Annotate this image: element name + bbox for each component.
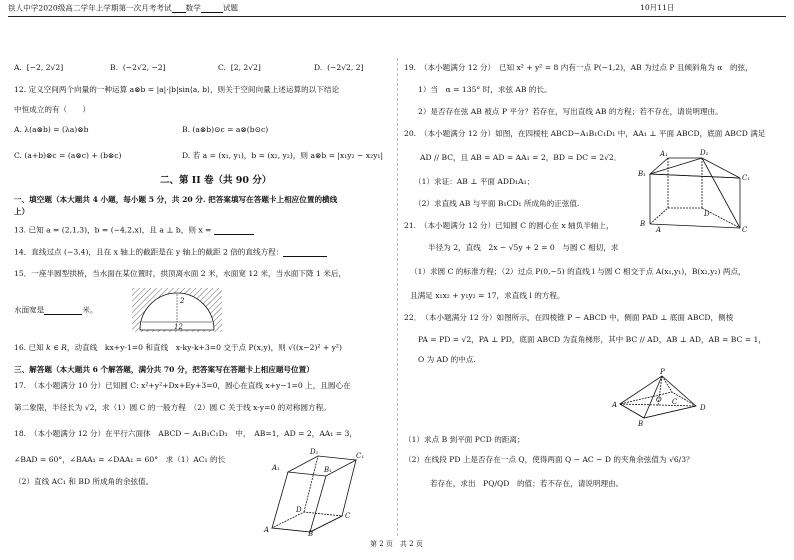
q16: 16. 已知 k ∈ R，动直线 kx+y-1=0 和直线 x-ky-k+3=0 交于点 P(x,y)，则 √((x−2)² + y²) [14,343,342,352]
solve-heading: 三、解答题（本大题共 6 个解答题，满分共 70 分，把答案写在答题卡上相应题号位置） [14,365,314,374]
fig18-label-b: B [308,530,314,538]
q11-option-a: A. [−2, 2√2] [14,63,64,72]
fig18-label-b1: B₁ [324,466,332,474]
q20: 20. （本小题满分 12 分）如图，在四棱柱 ABCD−A₁B₁C₁D₁ 中，AA₁ ⊥ 平面 ABCD，底面 ABCD 满足 [404,129,766,138]
fig20-label-a: A [656,226,662,234]
q15-answer: 水面宽是 米。 [14,305,98,315]
q12-option-d: D. 若 a = (x₁, y₁)，b = (x₂, y₂)，则 a⊗b = |x₁y₂ − x₂y₁| [182,151,384,160]
q21: 21. （本小题满分 12 分）已知圆 C 的圆心在 x 轴负半轴上， [404,221,614,230]
fig22-label-d: D [700,404,706,412]
parallelepiped-figure [262,448,366,538]
fig22-label-c: C [672,398,678,406]
fig18-label-d1: D₁ [310,448,319,456]
q11-option-b: B. (−2√2, −2] [110,63,166,72]
pyramid-figure [614,370,718,426]
header-date: 10月11日 [640,3,675,12]
q12-stem-2: 中恒成立的有（ ） [14,105,90,114]
arch-bridge-figure [130,286,224,334]
q21-condition-2: 且满足 x₁x₂ + y₁y₂ = 17，求直线 l 的方程。 [410,291,565,300]
q21-condition: 半径为 2，直线 2x − √5y + 2 = 0 与圆 C 相切，求 [428,243,619,252]
arch-height-label: 2 [180,297,185,305]
prism-figure [638,149,751,236]
q20-2: （2）求直线 AB 与平面 B₁CD₁ 所成角的正弦值. [414,199,580,208]
q13: 13. 已知 a = (2,1,3)，b = (−4,2,x)，且 a ⊥ b，则 x = [14,226,254,235]
fig22-label-p: P [660,368,665,376]
q12-stem: 12. 定义空间两个向量的一种运算 a⊗b = |a|·|b|sin⟨a, b⟩，则关于空间向量上述运算的以下结论 [14,85,340,94]
q12-option-c: C. (a+b)⊗c = (a⊗c) + (b⊗c) [14,151,122,160]
fig20-label-a1: A₁ [660,150,668,158]
q20-1: （1）求证：AB ⊥ 平面 ADD₁A₁； [414,177,535,186]
q18-2: ∠BAD = 60°，∠BAA₁ = ∠DAA₁ = 60° 求（1）AC₁ 的长 [14,455,226,464]
fig20-label-b1: B₁ [638,170,646,178]
q21-parts: （1）求圆 C 的标准方程；（2）过点 P(0,−5) 的直线 l 与圆 C 相交于点 A(x₁,y₁)，B(x₂,y₂) 两点， [410,267,746,276]
q17-2: 第二象限，半径长为 √2，求（1）圆 C 的一般方程 （2）圆 C 关于线 x-y=0 的对称圆方程。 [14,403,331,412]
fig18-label-c: C [345,512,351,520]
q18-3: （2）直线 AC₁ 和 BD 所成角的余弦值。 [14,477,154,486]
fig18-label-a: A [264,526,270,534]
part2-title: 二、第 II 卷（共 90 分） [160,175,272,186]
q22-condition: PA = PD = √2，PA ⊥ PD，底面 ABCD 为直角梯形，其中 BC // AD，AB ⊥ AD，AB = BC = 1， [418,335,766,344]
fig22-label-b: B [638,420,644,428]
fig20-label-c: C [742,226,748,234]
q12-option-b: B. (a⊗b)⊙c = a⊗(b⊙c) [182,125,269,134]
q22-2-cont: 若存在，求出 PQ/QD 的值；若不存在，请说明理由。 [430,479,624,488]
fig20-label-d: D [704,210,710,218]
q18: 18. （本小题满分 12 分）在平行六面体 ABCD − A₁B₁C₁D₁ 中， AB=1，AD = 2，AA₁ = 3， [14,429,357,438]
header-school: 铁人中学2020级高二学年上学期第一次月考考试 数学 试题 [8,3,238,13]
q11-option-d: D. (−2√2, 2] [314,63,364,72]
q19: 19. （本小题满分 12 分） 已知 x² + y² = 8 内有一点 P(−1,2)，AB 为过点 P 且倾斜角为 α 的弦， [404,63,753,72]
q19-1: 1）当 α = 135° 时，求弦 AB 的长。 [418,85,552,94]
q15: 15．一座半圆型拱桥，当水面在某位置时，拱顶离水面 2 米，水面宽 12 米，当水面下降 1 米后， [14,269,347,278]
q14: 14．直线过点 (−3,4)，且在 x 轴上的截距是在 y 轴上的截距 2 倍的直线方程： [14,248,327,257]
fig18-label-c1: C₁ [356,452,365,460]
fig22-label-a: A [612,401,618,409]
fig22-label-o: O [656,396,662,404]
page-footer: 第 2 页 共 2 页 [370,540,423,548]
q19-2: 2）是否存在弦 AB 被点 P 平分？若存在，写出直线 AB 的方程；若不存在，请说明理由。 [418,107,723,116]
fill-blank-heading-2: 上） [14,207,30,216]
fig18-label-a1: A₁ [272,464,280,472]
q22-condition-2: O 为 AD 的中点. [418,355,476,364]
fig20-label-c1: C₁ [742,174,751,182]
q17: 17. （本小题满分 10 分）已知圆 C: x²+y²+Dx+Ey+3=0，圆心在直线 x+y−1=0 上，且圆心在 [14,381,351,390]
fill-blank-heading: 一、填空题（本大题共 4 小题，每小题 5 分，共 20 分. 把答案填写在答题卡上相应位置的横线 [14,195,338,204]
q22: 22． （本小题满分 12 分）如图所示，在四棱锥 P − ABCD 中，侧面 PAD ⊥ 底面 ABCD，侧棱 [404,313,734,322]
q22-1: （1）求点 B 到平面 PCD 的距离； [404,435,525,444]
column-divider [397,58,398,536]
header-rule [8,16,786,17]
q11-option-c: C. [2, 2√2] [218,63,261,72]
q20-condition: AD // BC，且 AB = AD = AA₁ = 2，BD = DC = 2√2． [420,153,622,162]
q22-2: （2）在线段 PD 上是否存在一点 Q，使得两面 Q − AC − D 的夹角余弦值为 √6/3？ [404,455,694,464]
fig20-label-b: B [640,220,646,228]
q12-option-a: A. λ(a⊗b) = (λa)⊗b [14,125,89,134]
fig20-label-d1: D₁ [700,149,709,157]
water-width-label: 12 [174,323,183,331]
fig18-label-d: D [296,506,302,514]
